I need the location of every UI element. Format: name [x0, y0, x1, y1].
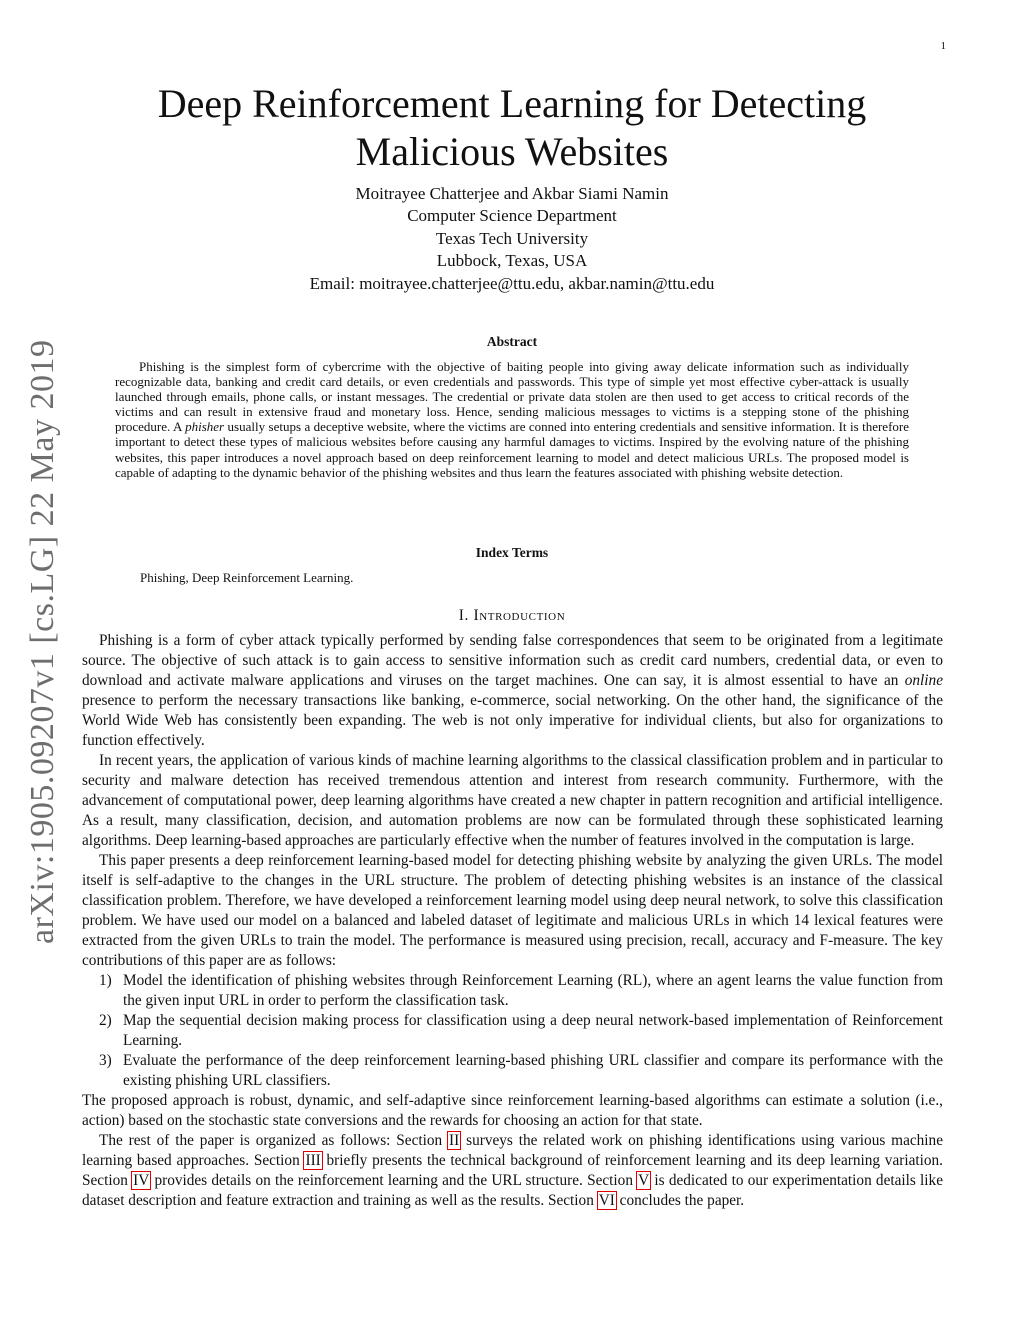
contribution-text: Model the identification of phishing websites through Reinforcement Learning (RL), where an agent learns the value function from the given input URL in order to perform the classification task. [123, 972, 943, 1009]
author-names: Moitrayee Chatterjee and Akbar Siami Namin [355, 184, 669, 203]
author-department: Computer Science Department [407, 206, 617, 226]
contributions-list [82, 971, 943, 1091]
p5-text-5: is dedicated to our experimentation details like dataset description and feature extraction and training as well as the results. Section [82, 1172, 943, 1209]
section-ref-iv-link[interactable]: IV [133, 1172, 150, 1189]
author-university: Texas Tech University [435, 228, 589, 248]
section-ref-iii-link[interactable]: III [305, 1152, 321, 1169]
p5-text-6: concludes the paper. [615, 1192, 745, 1209]
author-location: Lubbock, Texas, USA [436, 251, 588, 271]
p5-text-1: The rest of the paper is organized as follows: Section [99, 1132, 449, 1149]
abstract-part-2: usually setups a deceptive website, where the victims are conned into entering credentials and sensitive information. It is therefore important to detect these types of malicious websites before causing any harmful damages to victims. Inspired by the evolving nature of the phishing websites, this paper introduces a novel approach based on deep reinforcement learning to model and detect malicious URLs. The proposed model is capable of adapting to the dynamic behavior of the phishing websites and thus learn the features associated with phishing website detection. [115, 419, 910, 480]
p5-text-3: briefly presents the technical background of reinforcement learning and its deep learning variation. Section [82, 1152, 943, 1189]
intro-paragraph-4: The proposed approach is robust, dynamic, and self-adaptive since reinforcement learning-based algorithms can estimate a solution (i.e., action) based on the stochastic state conversions and the rewards for choosing an action for that state. [82, 1092, 943, 1129]
p5-text-2: surveys the related work on phishing identifications using various machine learning based approaches. Section [82, 1132, 943, 1169]
section-ref-vi-link[interactable]: VI [598, 1192, 615, 1209]
intro-paragraph-2: In recent years, the application of various kinds of machine learning algorithms to the classical classification problem and in particular to security and malware detection has received tremendous attention and interest from research community. Furthermore, with the advancement of computational power, deep learning algorithms have created a new chapter in pattern recognition and artificial intelligence. As a result, many classification, decision, and automation problems are now can be formulated through these sophisticated learning algorithms. Deep learning-based approaches are particularly effective when the number of features involved in the computation is large. [82, 752, 943, 849]
abstract-text [115, 359, 909, 480]
section-ref-ii-link[interactable]: II [449, 1132, 460, 1149]
intro-p1-part-1: Phishing is a form of cyber attack typically performed by sending false correspondences that seem to be originated from a legitimate source. The objective of such attack is to gain access to sensitive information such as credit card numbers, credential data, or even to download and activate malware applications and viruses on the target machines. One can say, it is almost essential to have an [82, 632, 943, 689]
intro-paragraph-1 [82, 631, 943, 751]
title-line-1: Deep Reinforcement Learning for Detecting [157, 81, 867, 126]
contribution-text: Evaluate the performance of the deep reinforcement learning-based phishing URL classifier and compare its performance with the existing phishing URL classifiers. [123, 1052, 943, 1089]
section-title: Introduction [473, 607, 566, 624]
p5-text-4: provides details on the reinforcement learning and the URL structure. Section [150, 1172, 638, 1189]
contribution-item [82, 971, 943, 1011]
author-block [200, 183, 824, 295]
contribution-item [82, 1011, 943, 1051]
arxiv-identifier: arXiv:1905.09207v1 [cs.LG] 22 May 2019 [24, 339, 61, 944]
introduction-body [82, 631, 943, 1211]
intro-paragraph-3: This paper presents a deep reinforcement learning-based model for detecting phishing website by analyzing the given URLs. The model itself is self-adaptive to the changes in the URL structure. The problem of detecting phishing websites is an instance of the classical classification problem. Therefore, we have developed a reinforcement learning model using deep neural network, to solve this classification problem. We have used our model on a balanced and labeled dataset of legitimate and malicious URLs in which 14 lexical features were extracted from the given URLs to train the model. The performance is measured using precision, recall, accuracy and F-measure. The key contributions of this paper are as follows: [82, 852, 943, 969]
intro-paragraph-5 [82, 1131, 943, 1211]
intro-p1-part-2: presence to perform the necessary transactions like banking, e-commerce, social networking. On the other hand, the significance of the World Wide Web has consistently been expanding. The web is not only imperative for individual clients, but also for organizations to function effectively. [82, 692, 943, 749]
page-number: 1 [940, 40, 946, 52]
section-heading-introduction [112, 607, 912, 625]
abstract-heading: Abstract [486, 334, 538, 349]
contribution-number: 1) [99, 972, 112, 989]
contribution-number: 2) [99, 1012, 112, 1029]
contribution-text: Map the sequential decision making process for classification using a deep neural network-based implementation of Reinforcement Learning. [123, 1012, 943, 1049]
abstract-emphasis: phisher [185, 419, 225, 435]
abstract-part-1: Phishing is the simplest form of cybercrime with the objective of baiting people into giving away delicate information such as individually recognizable data, banking and credit card details, or even credentials and passwords. This type of simple yet most effective cyber-attack is usually launched through emails, phone calls, or instant messages. The credential or private data stolen are then used to get access to critical records of the victims and can result in extensive fraud and monetary loss. Hence, sending malicious messages to victims is a stepping stone of the phishing procedure. A [115, 359, 909, 435]
author-email: Email: moitrayee.chatterjee@ttu.edu, akbar.namin@ttu.edu [309, 273, 715, 293]
section-number: I. [458, 607, 474, 624]
index-terms-heading: Index Terms [475, 545, 549, 560]
index-terms-text: Phishing, Deep Reinforcement Learning. [140, 570, 354, 585]
contribution-item [82, 1051, 943, 1091]
contribution-number: 3) [99, 1052, 112, 1069]
section-ref-v-link[interactable]: V [638, 1172, 650, 1189]
intro-p1-emphasis: online [904, 672, 943, 689]
title-line-2: Malicious Websites [355, 129, 669, 174]
paper-title [100, 80, 924, 176]
